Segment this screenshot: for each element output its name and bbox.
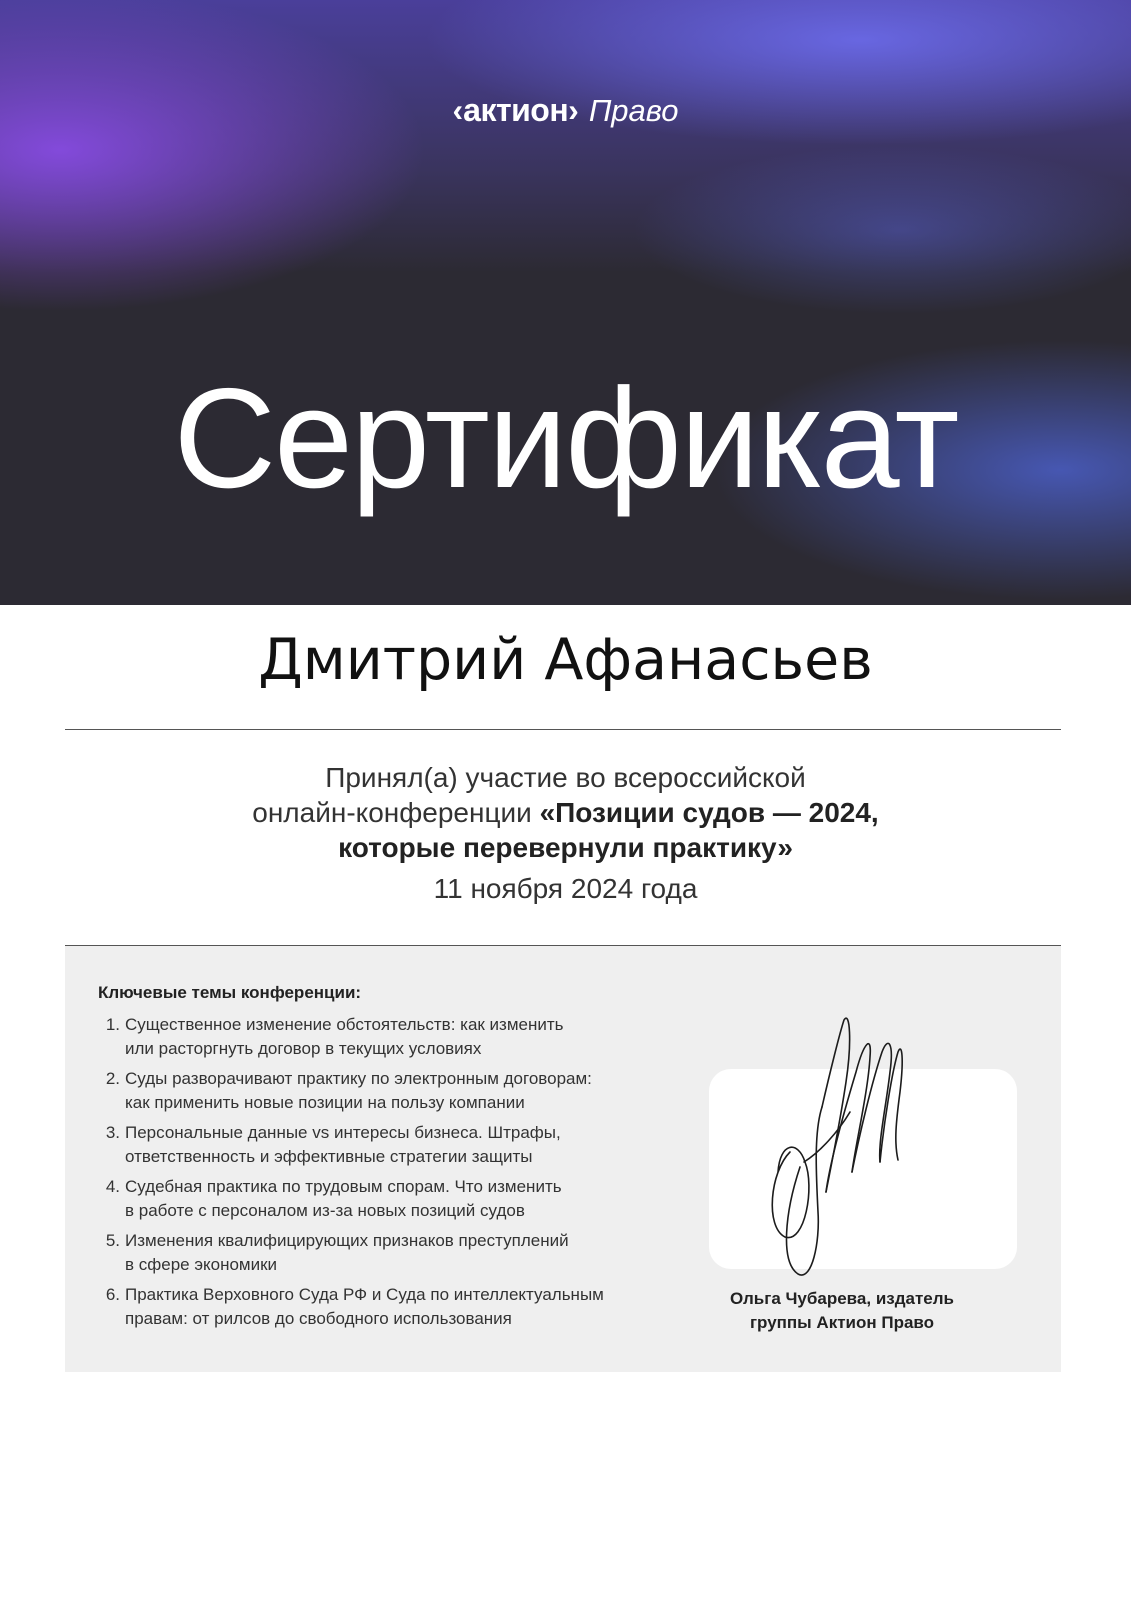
- topic-line: Изменения квалифицирующих признаков преступлений: [125, 1231, 569, 1250]
- aktion-pravo-logo: [0, 92, 1131, 129]
- topic-number: 6.: [105, 1285, 120, 1304]
- topic-item: [98, 1067, 658, 1115]
- topic-line: ответственность и эффективные стратегии защиты: [125, 1147, 533, 1166]
- topic-line: Существенное изменение обстоятельств: как изменить: [125, 1015, 564, 1034]
- topic-line: Персональные данные vs интересы бизнеса. Штрафы,: [125, 1123, 561, 1142]
- topic-line: Практика Верховного Суда РФ и Суда по интеллектуальным: [125, 1285, 604, 1304]
- handwritten-signature: [760, 1012, 920, 1292]
- topic-item: [98, 1121, 658, 1169]
- participation-line-2: [0, 795, 1131, 830]
- topics-heading: Ключевые темы конференции:: [98, 983, 362, 1002]
- topic-item: [98, 1229, 658, 1277]
- topic-line: в работе с персоналом из-за новых позиций судов: [125, 1201, 525, 1220]
- logo-right-chevron: ›: [568, 92, 579, 128]
- topic-number: 4.: [105, 1177, 120, 1196]
- event-date: 11 ноября 2024 года: [433, 873, 698, 904]
- certificate-title: Сертификат: [173, 359, 958, 518]
- logo-left-chevron: ‹: [452, 92, 464, 128]
- participation-prefix: онлайн-конференции: [252, 797, 540, 828]
- divider-top: [65, 729, 1061, 730]
- topic-number: 1.: [105, 1015, 120, 1034]
- topic-line: как применить новые позиции на пользу компании: [125, 1093, 525, 1112]
- participation-statement: [0, 760, 1131, 906]
- topic-item: [98, 1013, 658, 1061]
- topic-line: Судебная практика по трудовым спорам. Что изменить: [125, 1177, 562, 1196]
- logo-product: Право: [588, 92, 679, 128]
- topic-item: [98, 1175, 658, 1223]
- topics-list: [98, 1013, 658, 1337]
- participation-line-3: [0, 830, 1131, 865]
- event-title-part-1: «Позиции судов — 2024,: [539, 797, 879, 828]
- event-title-part-2: которые перевернули практику»: [338, 832, 793, 863]
- recipient-name: Дмитрий Афанасьев: [258, 627, 873, 693]
- signatory-caption: [677, 1287, 1007, 1335]
- topic-number: 3.: [105, 1123, 120, 1142]
- signatory-name: Ольга Чубарева, издатель: [729, 1289, 954, 1308]
- topic-line: правам: от рилсов до свободного использования: [125, 1309, 512, 1328]
- logo-brand: актион: [463, 92, 569, 128]
- topic-item: [98, 1283, 658, 1331]
- topic-number: 5.: [105, 1231, 120, 1250]
- topic-line: Суды разворачивают практику по электронным договорам:: [125, 1069, 592, 1088]
- certificate-header-banner: [0, 0, 1131, 605]
- signatory-org: группы Актион Право: [749, 1313, 935, 1332]
- topic-number: 2.: [105, 1069, 120, 1088]
- topic-line: в сфере экономики: [125, 1255, 278, 1274]
- participation-line-1: Принял(а) участие во всероссийской: [325, 762, 806, 793]
- topic-line: или расторгнуть договор в текущих условиях: [125, 1039, 482, 1058]
